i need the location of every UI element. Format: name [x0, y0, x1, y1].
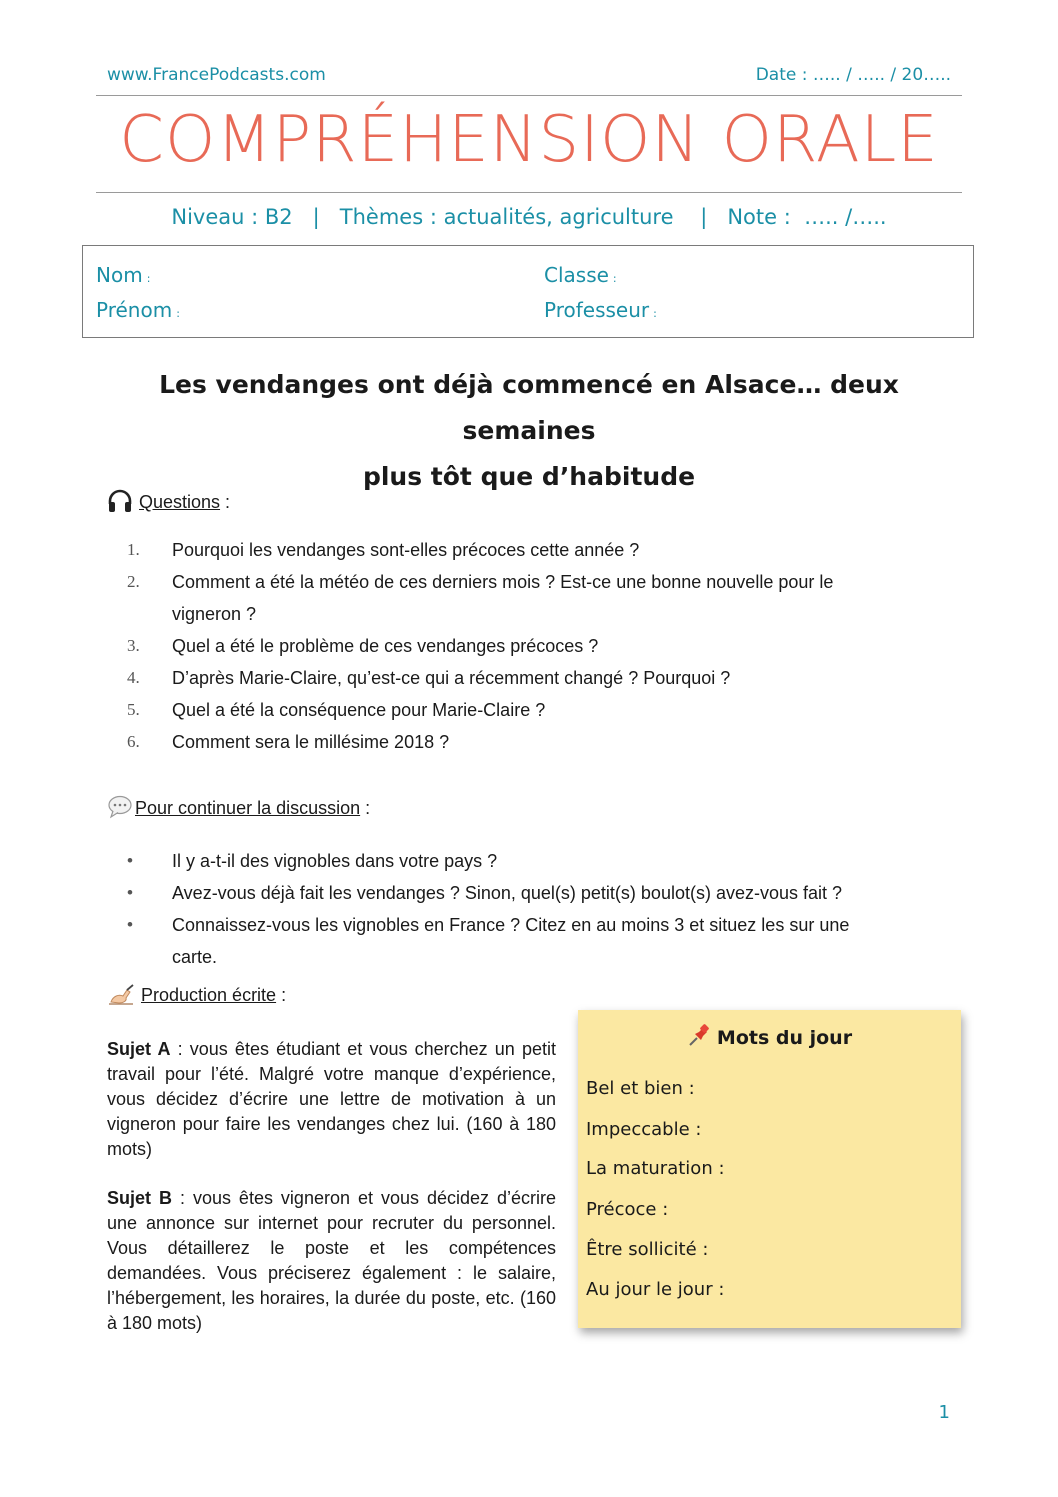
student-info-box: [82, 245, 974, 338]
discussion-text: Avez-vous déjà fait les vendanges ? Sinon, quel(s) petit(s) boulot(s) avez-vous fait ?: [172, 883, 843, 903]
discussion-list: [127, 845, 917, 973]
discussion-item: [127, 877, 917, 909]
discussion-text: carte.: [172, 947, 218, 967]
question-item: [127, 726, 917, 758]
question-number: 4.: [127, 668, 140, 687]
question-text: Quel a été la conséquence pour Marie-Claire ?: [172, 700, 546, 720]
date-field: Date : ….. / ….. / 20…..: [755, 65, 951, 85]
top-divider: [96, 95, 962, 96]
speech-bubble-icon: [107, 795, 133, 824]
headphones-icon: [107, 489, 133, 518]
mots-du-jour-title: Mots du jour: [578, 1024, 961, 1049]
page-number: 1: [938, 1402, 950, 1423]
level-theme-line: Niveau : B2 | Thèmes : actualités, agriculture | Note : ….. /…..: [171, 205, 887, 229]
discussion-text: Il y a-t-il des vignobles dans votre pays ?: [172, 851, 498, 871]
mot-item: Bel et bien :: [586, 1078, 695, 1099]
production-heading: Production écrite :: [107, 984, 286, 1011]
question-text: Quel a été le problème de ces vendanges précoces ?: [172, 636, 599, 656]
question-number: 6.: [127, 732, 140, 751]
bullet-icon: •: [127, 883, 133, 902]
question-number: 1.: [127, 540, 140, 559]
classe-label: Classe :: [544, 263, 617, 287]
title-divider: [96, 192, 962, 193]
bullet-icon: •: [127, 851, 133, 870]
discussion-item: [127, 845, 917, 877]
mot-item: Précoce :: [586, 1199, 669, 1220]
question-item: [127, 630, 917, 662]
question-text: Comment sera le millésime 2018 ?: [172, 732, 450, 752]
mot-item: Au jour le jour :: [586, 1279, 725, 1300]
mot-item: La maturation :: [586, 1158, 725, 1179]
questions-heading: Questions :: [107, 489, 230, 518]
question-number: 2.: [127, 572, 140, 591]
discussion-item: [127, 909, 917, 973]
professeur-label: Professeur :: [544, 298, 657, 322]
site-url[interactable]: www.FrancePodcasts.com: [107, 65, 326, 85]
question-text: Comment a été la météo de ces derniers mois ? Est-ce une bonne nouvelle pour le: [172, 572, 834, 592]
question-number: 3.: [127, 636, 140, 655]
question-item: [127, 662, 917, 694]
sujet-a: Sujet A : vous êtes étudiant et vous cherchez un petit travail pour l’été. Malgré votre manque d’expérience, vous décidez d’écrire une lettre de motivation à un vigneron pour faire les vendanges chez lui. (160 à 180 mots): [107, 1039, 556, 1159]
question-text: vigneron ?: [172, 604, 257, 624]
mots-du-jour-note: [578, 1010, 961, 1328]
question-text: Pourquoi les vendanges sont-elles précoces cette année ?: [172, 540, 640, 560]
question-item: [127, 534, 917, 566]
question-number: 5.: [127, 700, 140, 719]
bullet-icon: •: [127, 915, 133, 934]
page-title: COMPRÉHENSION ORALE: [119, 103, 939, 177]
article-headline: Les vendanges ont déjà commencé en Alsace… deux semaines plus tôt que d’habitude: [159, 370, 899, 491]
nom-label: Nom :: [96, 263, 151, 287]
pushpin-icon: [687, 1024, 711, 1048]
prenom-label: Prénom :: [96, 298, 180, 322]
discussion-heading: Pour continuer la discussion :: [107, 795, 370, 824]
questions-list: [127, 534, 917, 758]
discussion-text: Connaissez-vous les vignobles en France ? Citez en au moins 3 et situez les sur une: [172, 915, 850, 935]
mot-item: Impeccable :: [586, 1119, 702, 1140]
question-item: [127, 694, 917, 726]
mot-item: Être sollicité :: [586, 1239, 709, 1260]
writing-hand-icon: [107, 984, 135, 1011]
question-text: D’après Marie-Claire, qu’est-ce qui a récemment changé ? Pourquoi ?: [172, 668, 731, 688]
question-item: [127, 566, 917, 630]
sujet-b: Sujet B : vous êtes vigneron et vous décidez d’écrire une annonce sur internet pour recruter du personnel. Vous détaillerez le poste et les compétences demandées. Vous préciserez également : le salaire, l’hébergement, les horaires, la durée du poste, etc. (160 à 180 mots): [107, 1188, 556, 1333]
